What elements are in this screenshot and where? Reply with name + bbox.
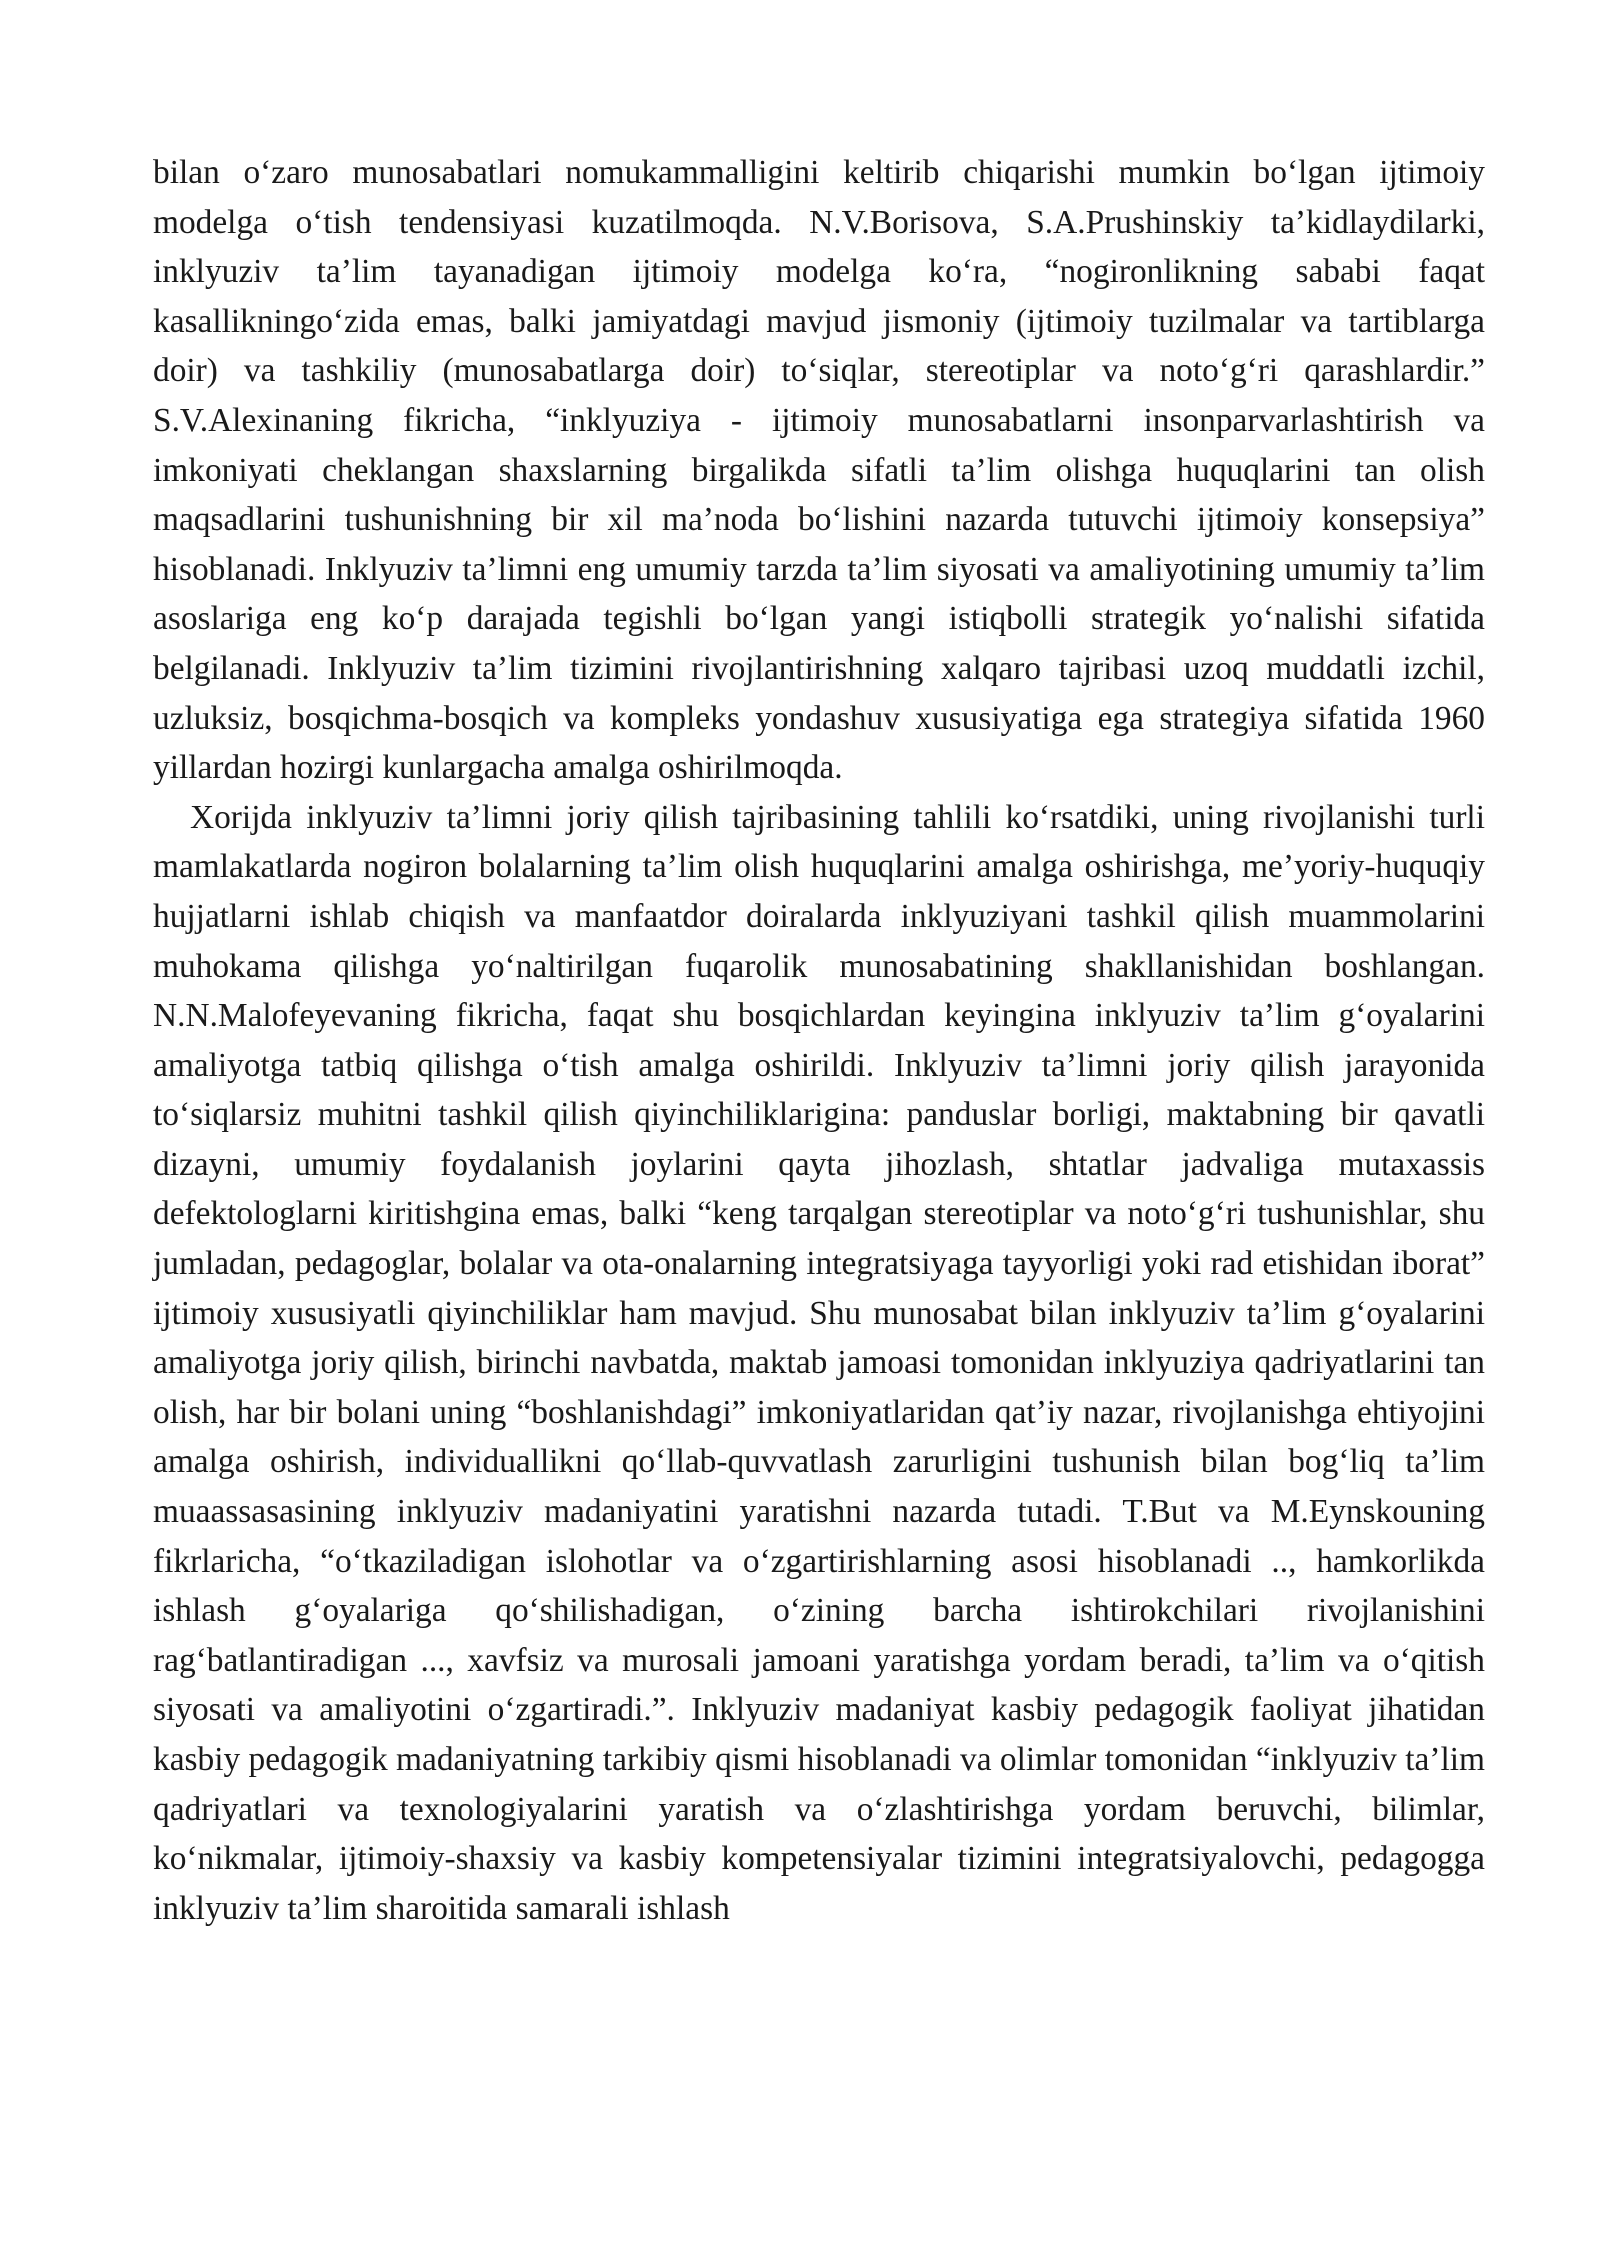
paragraph-2: Xorijda inklyuziv ta’limni joriy qilish tajribasining tahlili ko‘rsatdiki, uning rivojlanishi turli mamlakatlarda nogiron bolalarning ta’lim olish huquqlarini amalga oshirishga, me’yoriy-huquqiy hujjatlarni ishlab chiqish va manfaatdor doiralarda inklyuziyani tashkil qilish muammolarini muhokama qilishga yo‘naltirilgan fuqarolik munosabatining shakllanishidan boshlangan. N.N.Malofeyevaning fikricha, faqat shu bosqichlardan keyingina inklyuziv ta’lim g‘oyalarini amaliyotga tatbiq qilishga o‘tish amalga oshirildi. Inklyuziv ta’limni joriy qilish jarayonida to‘siqlarsiz muhitni tashkil qilish qiyinchiliklarigina: panduslar borligi, maktabning bir qavatli dizayni, umumiy foydalanish joylarini qayta jihozlash, shtatlar jadvaliga mutaxassis defektologlarni kiritishgina emas, balki “keng tarqalgan stereotiplar va noto‘g‘ri tushunishlar, shu jumladan, pedagoglar, bolalar va ota-onalarning integratsiyaga tayyorligi yoki rad etishidan iborat” ijtimoiy xususiyatli qiyinchiliklar ham mavjud. Shu munosabat bilan inklyuziv ta’lim g‘oyalarini amaliyotga joriy qilish, birinchi navbatda, maktab jamoasi tomonidan inklyuziya qadriyatlarini tan olish, har bir bolani uning “boshlanishdagi” imkoniyatlaridan qat’iy nazar, rivojlanishga ehtiyojini amalga oshirish, individuallikni qo‘llab-quvvatlash zarurligini tushunish bilan bog‘liq ta’lim muaassasasining inklyuziv madaniyatini yaratishni nazarda tutadi. T.But va M.Eynskouning fikrlaricha, “o‘tkaziladigan islohotlar va o‘zgartirishlarning asosi hisoblanadi .., hamkorlikda ishlash g‘oyalariga qo‘shilishadigan, o‘zining barcha ishtirokchilari rivojlanishini rag‘batlantiradigan ..., xavfsiz va murosali jamoani yaratishga yordam beradi, ta’lim va o‘qitish siyosati va amaliyotini o‘zgartiradi.”. Inklyuziv madaniyat kasbiy pedagogik faoliyat jihatidan kasbiy pedagogik madaniyatning tarkibiy qismi hisoblanadi va olimlar tomonidan “inklyuziv ta’lim qadriyatlari va texnologiyalarini yaratish va o‘zlashtirishga yordam beruvchi, bilimlar, ko‘nikmalar, ijtimoiy-shaxsiy va kasbiy kompetensiyalar tizimini integratsiyalovchi, pedagogga inklyuziv ta’lim sharoitida samarali ishlash bbox=[153, 798, 1485, 1927]
document-page bbox=[153, 148, 1485, 1933]
paragraph-1: bilan o‘zaro munosabatlari nomukammalligini keltirib chiqarishi mumkin bo‘lgan ijtimoiy modelga o‘tish tendensiyasi kuzatilmoqda. N.V.Borisova, S.A.Prushinskiy ta’kidlaydilarki, inklyuziv ta’lim tayanadigan ijtimoiy modelga ko‘ra, “nogironlikning sababi faqat kasallikningo‘zida emas, balki jamiyatdagi mavjud jismoniy (ijtimoiy tuzilmalar va tartiblarga doir) va tashkiliy (munosabatlarga doir) to‘siqlar, stereotiplar va noto‘g‘ri qarashlardir.” S.V.Alexinaning fikricha, “inklyuziya - ijtimoiy munosabatlarni insonparvarlashtirish va imkoniyati cheklangan shaxslarning birgalikda sifatli ta’lim olishga huquqlarini tan olish maqsadlarini tushunishning bir xil ma’noda bo‘lishini nazarda tutuvchi ijtimoiy konsepsiya” hisoblanadi. Inklyuziv ta’limni eng umumiy tarzda ta’lim siyosati va amaliyotining umumiy ta’lim asoslariga eng ko‘p darajada tegishli bo‘lgan yangi istiqbolli strategik yo‘nalishi sifatida belgilanadi. Inklyuziv ta’lim tizimini rivojlantirishning xalqaro tajribasi uzoq muddatli izchil, uzluksiz, bosqichma-bosqich va kompleks yondashuv xususiyatiga ega strategiya sifatida 1960 yillardan hozirgi kunlargacha amalga oshirilmoqda. bbox=[153, 154, 1485, 787]
